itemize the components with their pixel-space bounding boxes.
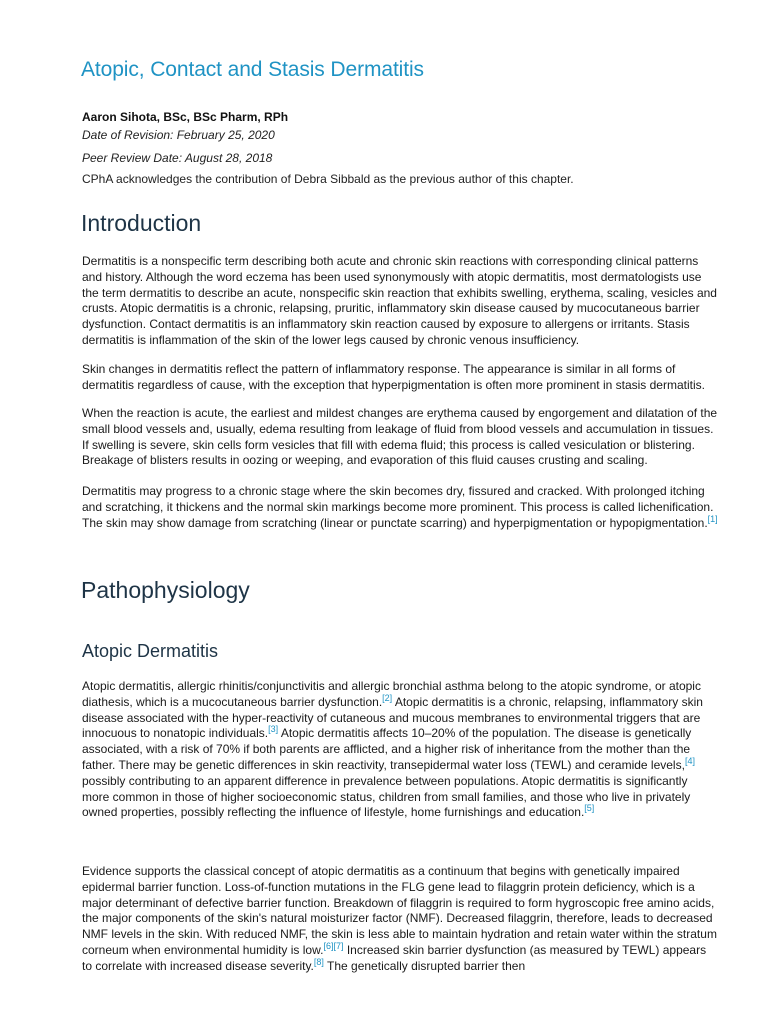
intro-paragraph-3: When the reaction is acute, the earliest and mildest changes are erythema caused by engorgement and dilatation of the small blood vessels and, usually, edema resulting from leakage of fluid from blood vessels and accumulation in tissues. If swelling is severe, skin cells form vesicles that fill with edema fluid; this process is called vesiculation or blistering. Breakage of blisters results in oozing or weeping, and evaporation of this fluid causes crusting and scaling. (82, 406, 718, 468)
reference-link-1[interactable]: [1] (707, 513, 718, 524)
intro-paragraph-4-text: Dermatitis may progress to a chronic stage where the skin becomes dry, fissured and cracked. With prolonged itching and scratching, it thickens and the normal skin markings become more prominent. This process is called lichenification. The skin may show damage from scratching (linear or punctate scarring) and hyperpigmentation or hypopigmentation. (82, 484, 714, 530)
introduction-heading: Introduction (81, 210, 202, 236)
patho-p2-text-b: Increased skin barrier dysfunction (as measured by TEWL) appears to correlate with increased disease severity. (82, 942, 707, 973)
reference-link-2[interactable]: [2] (382, 692, 393, 703)
patho-p2-text-c: The genetically disrupted barrier then (323, 958, 526, 973)
intro-paragraph-4 (82, 484, 718, 531)
patho-p1-text-b: Atopic dermatitis is a chronic, relapsing, inflammatory skin disease associated with the hyper-reactivity of cutaneous and mucous membranes to environmental triggers that are innocuous to nonatopic individuals. (82, 694, 703, 741)
revision-date: Date of Revision: February 25, 2020 (82, 128, 275, 142)
patho-paragraph-2 (82, 864, 718, 975)
atopic-dermatitis-subheading: Atopic Dermatitis (82, 641, 219, 661)
reference-link-4[interactable]: [4] (684, 755, 695, 766)
reference-link-7[interactable]: [7] (333, 940, 344, 951)
reference-link-3[interactable]: [3] (268, 724, 279, 735)
intro-paragraph-1: Dermatitis is a nonspecific term describing both acute and chronic skin reactions with corresponding clinical patterns and history. Although the word eczema has been used synonymously with atopic dermatitis, most dermatologists use the term dermatitis to describe an acute, nonspecific skin reaction that exhibits swelling, erythema, scaling, vesicles and crusts. Atopic dermatitis is a chronic, relapsing, pruritic, inflammatory skin disease caused by mucocutaneous barrier dysfunction. Contact dermatitis is an inflammatory skin reaction caused by exposure to allergens or irritants. Stasis dermatitis is inflammation of the skin of the lower legs caused by chronic venous insufficiency. (82, 254, 717, 347)
reference-link-6[interactable]: [6] (323, 940, 334, 951)
patho-p1-text-a: Atopic dermatitis, allergic rhinitis/conjunctivitis and allergic bronchial asthma belong to the atopic syndrome, or atopic diathesis, which is a mucocutaneous barrier dysfunction. (82, 679, 701, 709)
reference-link-5[interactable]: [5] (584, 803, 595, 814)
acknowledgement: CPhA acknowledges the contribution of Debra Sibbald as the previous author of this chapter. (82, 172, 574, 186)
document-title: Atopic, Contact and Stasis Dermatitis (81, 58, 424, 81)
author-name: Aaron Sihota, BSc, BSc Pharm, RPh (82, 110, 289, 124)
patho-p1-text-d: possibly contributing to an apparent difference in prevalence between populations. Atopic dermatitis is significantly more common in those of higher socioeconomic status, children from small families, and those who live in privately owned properties, possibly reflecting the influence of lifestyle, home furnishings and education. (82, 773, 691, 820)
intro-paragraph-2: Skin changes in dermatitis reflect the pattern of inflammatory response. The appearance is similar in all forms of dermatitis regardless of cause, with the exception that hyperpigmentation is often more prominent in stasis dermatitis. (82, 362, 705, 392)
pathophysiology-heading: Pathophysiology (81, 577, 250, 603)
peer-review-date: Peer Review Date: August 28, 2018 (82, 151, 273, 165)
reference-link-8[interactable]: [8] (313, 956, 324, 967)
patho-p2-text-a: Evidence supports the classical concept of atopic dermatitis as a continuum that begins with genetically impaired epidermal barrier function. Loss-of-function mutations in the FLG gene lead to filaggrin protein deficiency, which is a major determinant of defective barrier function. Breakdown of filaggrin is required to form hygroscopic free amino acids, the major components of the skin's natural moisturizer factor (NMF). Decreased filaggrin, therefore, leads to decreased NMF levels in the skin. With reduced NMF, the skin is less able to maintain hydration and retain water within the stratum corneum when environmental humidity is low. (82, 864, 717, 957)
patho-p1-text-c: Atopic dermatitis affects 10–20% of the population. The disease is genetically associated, with a risk of 70% if both parents are afflicted, and a higher risk of inheritance from the mother than the father. There may be genetic differences in skin reactivity, transepidermal water loss (TEWL) and ceramide levels, (82, 726, 692, 772)
patho-paragraph-1 (82, 679, 718, 821)
